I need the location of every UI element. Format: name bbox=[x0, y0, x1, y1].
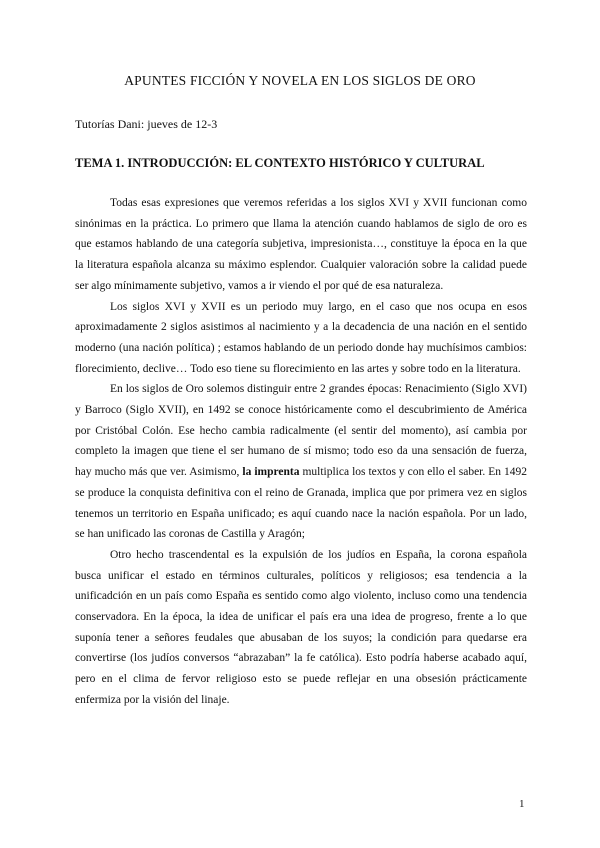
paragraph-3-text-before: En los siglos de Oro solemos distinguir entre 2 grandes épocas: Renacimiento (Siglo XVI) y Barroco (Siglo XVII), en 1492 se conoce históricamente como el descubrimiento de América por Cristóbal Colón. Ese hecho cambia radicalmente (el sentir del momento), así cambia por completo la imagen que tiene el ser humano de sí mismo; todo eso da una sensación de fuerza, hay mucho más que ver. Asimismo, bbox=[75, 383, 527, 479]
page-number: 1 bbox=[519, 798, 525, 810]
paragraph-3 bbox=[75, 379, 527, 545]
section-heading: TEMA 1. INTRODUCCIÓN: EL CONTEXTO HISTÓRICO Y CULTURAL bbox=[75, 156, 485, 170]
tutoring-info: Tutorías Dani: jueves de 12-3 bbox=[75, 117, 218, 131]
document-title: APUNTES FICCIÓN Y NOVELA EN LOS SIGLOS DE ORO bbox=[124, 73, 476, 88]
paragraph-4: Otro hecho trascendental es la expulsión de los judíos en España, la corona española busca unificar el estado en términos culturales, políticos y religiosos; esa tendencia a la unificadción en un país como España es sentido como algo violento, incluso como una tendencia conservadora. En la época, la idea de unificar el país era una idea de progreso, frente a lo que suponía tener a señores feudales que abusaban de los suyos; la condición para quedarse era convertirse (los judíos conversos “abrazaban” la fe católica). Esto podría haberse acabado aquí, pero en el clima de fervor religioso esto se puede reflejar en una obsesión prácticamente enfermiza por la visión del linaje. bbox=[75, 548, 527, 706]
bold-term-imprenta: la imprenta bbox=[242, 466, 300, 479]
paragraph-2: Los siglos XVI y XVII es un periodo muy largo, en el caso que nos ocupa en esos aproximadamente 2 siglos asistimos al nacimiento y a la decadencia de una nación en el sentido moderno (una nación política) ; estamos hablando de un periodo donde hay muchísimos cambios: florecimiento, declive… Todo eso tiene su florecimiento en las artes y sobre todo en la literatura. bbox=[75, 300, 527, 375]
paragraph-1: Todas esas expresiones que veremos referidas a los siglos XVI y XVII funcionan como sinónimas en la práctica. Lo primero que llama la atención cuando hablamos de siglo de oro es que estamos hablando de una categoría subjetiva, impresionista…, constituye la época en la que la literatura española alcanza su máximo esplendor. Cualquier valoración sobre la calidad puede ser algo mínimamente subjetivo, vamos a ir viendo el por qué de esa naturaleza. bbox=[75, 197, 527, 292]
body-text bbox=[75, 193, 527, 711]
paragraph-3-text-after: multiplica los textos y con ello el saber. En 1492 se produce la conquista definitiva con el reino de Granada, implica que por primera vez en siglos tenemos un territorio en España unificado; es aquí cuando nace la nación española. Por un lado, se han unificado las coronas de Castilla y Aragón; bbox=[75, 466, 527, 541]
